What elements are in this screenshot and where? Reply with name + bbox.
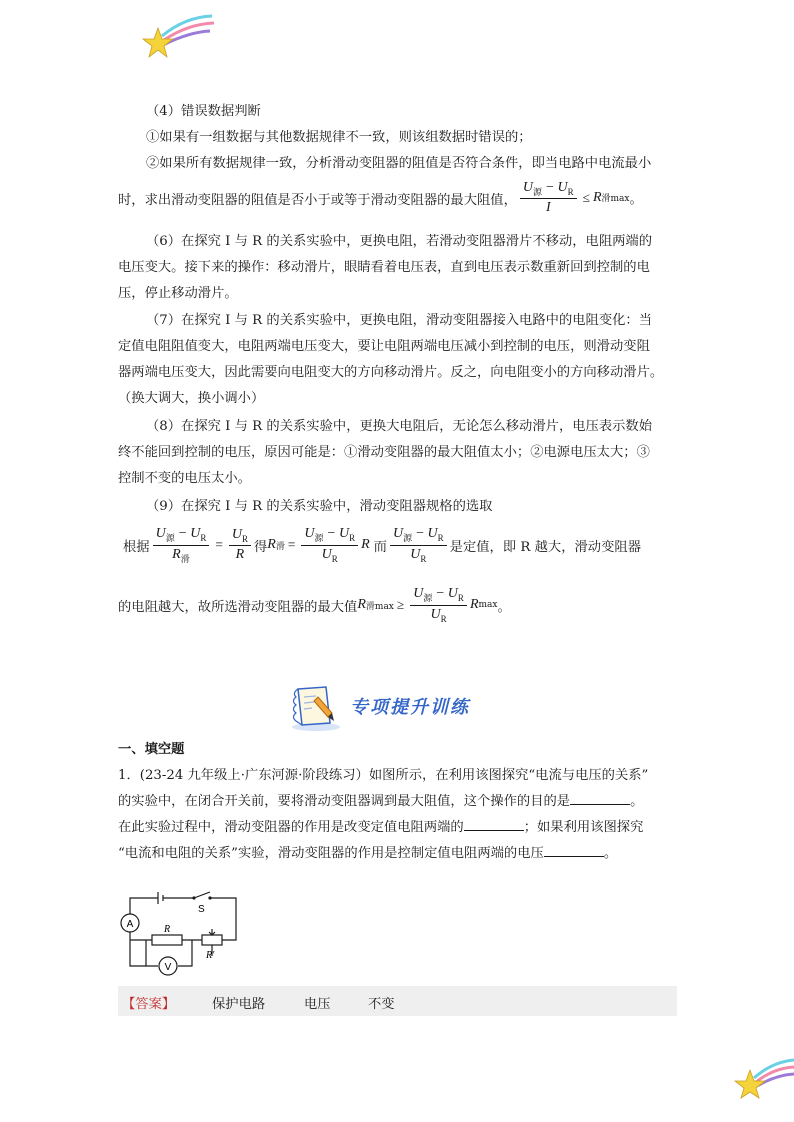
p9-line1: （9）在探究 I 与 R 的关系实验中，滑动变阻器规格的选取 — [146, 499, 493, 514]
banner-title: 专项提升训练 — [350, 697, 470, 718]
fraction: $\frac{U_R}{R}$ — [229, 527, 251, 563]
q1-line2: 的实验中，在闭合开关前，要将滑动变阻器调到最大阻值，这个操作的目的是 。 — [118, 790, 643, 809]
answer-blank[interactable] — [464, 817, 524, 831]
fraction: $\frac{U_源 - U_R}{U_R}$ — [301, 526, 358, 564]
answer-blank[interactable] — [570, 791, 630, 805]
shooting-star-icon — [730, 1050, 794, 1100]
p4-line1: ①如果有一组数据与其他数据规律不一致，则该组数据时错误的； — [146, 130, 532, 145]
circuit-diagram — [118, 888, 248, 978]
p4-title: （4）错误数据判断 — [146, 104, 261, 119]
p4-line3-text: 时，求出滑动变阻器的阻值是否小于或等于滑动变阻器的最大阻值， — [118, 192, 517, 208]
p7-line4: （换大调大，换小调小） — [118, 391, 265, 406]
q1-line1: 1．(23-24 九年级上·广东河源·阶段练习）如图所示，在利用该图探究“电流与电压的关系” — [118, 768, 649, 783]
p7-line2: 定值电阻阻值变大，电阻两端电压变大，要让电阻两端电压减小到控制的电压，则滑动变阻 — [118, 339, 650, 354]
p9-last-line: 的电阻越大，故所选滑动变阻器的最大值 R 滑max ≥ $\frac{U_源 - U_R}{U_R}$ R max 。 — [118, 586, 511, 624]
p8-line2: 终不能回到控制的电压，原因可能是：①滑动变阻器的最大阻值太小；②电源电压太大；③ — [118, 445, 650, 460]
ammeter-label: A — [126, 919, 134, 930]
p6-line3: 压，停止移动滑片。 — [118, 286, 238, 301]
fraction: $\frac{U_源 - U_R}{R_滑}$ — [153, 526, 210, 565]
p6-line1: （6）在探究 I 与 R 的关系实验中，更换电阻，若滑动变阻器滑片不移动，电阻两端的 — [146, 234, 653, 249]
p7-line3: 器两端电压变大，因此需要向电阻变大的方向移动滑片。反之，向电阻变小的方向移动滑片。 — [118, 365, 664, 380]
section-banner — [288, 683, 498, 733]
answer-1: 保护电路 — [212, 997, 266, 1012]
p6-line2: 电压变大。接下来的操作：移动滑片，眼睛看着电压表，直到电压表示数重新回到控制的电 — [118, 260, 650, 275]
voltmeter-label: V — [164, 962, 172, 973]
switch-label: S — [198, 904, 205, 915]
p4-line2: ②如果所有数据规律一致，分析滑动变阻器的阻值是否符合条件，即当电路中电流最小 — [146, 156, 652, 171]
answer-label: 【答案】 — [122, 997, 176, 1012]
fraction: $\frac{U_源 - U_R}{U_R}$ — [410, 586, 467, 624]
p8-line3: 控制不变的电压太小。 — [118, 471, 251, 486]
section-title: 一、填空题 — [118, 742, 185, 757]
fraction: $\frac{U_源 - U_R}{U_R}$ — [390, 526, 447, 564]
shooting-star-icon — [140, 12, 220, 62]
q1-line4: “电流和电阻的关系”实验，滑动变阻器的作用是控制定值电阻两端的电压 。 — [118, 842, 617, 861]
answer-3: 不变 — [368, 997, 395, 1012]
rheostat-label: R′ — [206, 950, 215, 961]
answer-bar — [118, 986, 677, 1016]
answer-blank[interactable] — [544, 843, 604, 857]
notebook-pen-icon — [288, 683, 344, 733]
resistor-label: R — [164, 924, 171, 935]
fraction: $\frac{U_源 - U_R}{I}$ — [520, 180, 577, 217]
answer-2: 电压 — [304, 997, 331, 1012]
p9-formula-line: 根据 $\frac{U_源 - U_R}{R_滑}$ = $\frac{U_R}{R}$ 得 R 滑 = $\frac{U_源 - U_R}{U_R}$ R 而 $\frac{U_源 - U_R}{U_R}$ 是定值，即 R 越大，滑动变阻器 — [123, 525, 641, 564]
q1-line3: 在此实验过程中，滑动变阻器的作用是改变定值电阻两端的 ；如果利用该图探究 — [118, 816, 643, 835]
formula-max-resistance: $\frac{U_源 - U_R}{I}$ ≤ R 滑max 。 — [517, 180, 643, 217]
p4-line3 — [118, 178, 643, 218]
p7-line1: （7）在探究 I 与 R 的关系实验中，更换电阻，滑动变阻器接入电路中的电阻变化：当 — [146, 313, 653, 328]
p8-line1: （8）在探究 I 与 R 的关系实验中，更换大电阻后，无论怎么移动滑片，电压表示数始 — [146, 419, 653, 434]
